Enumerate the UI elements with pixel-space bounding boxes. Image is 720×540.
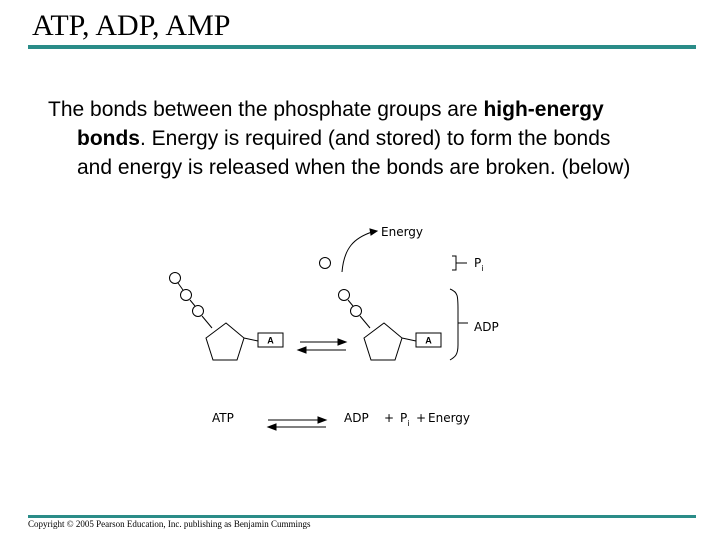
atp-adenine-label: A: [267, 335, 274, 346]
released-phosphate: [320, 258, 331, 269]
equation-plus-1: +: [384, 411, 395, 425]
atp-ribose-ring: [206, 323, 244, 360]
pi-label: $P_i$: [474, 256, 484, 273]
adp-label: ADP: [474, 320, 499, 334]
copyright-notice: Copyright © 2005 Pearson Education, Inc. publishing as Benjamin Cummings: [28, 519, 311, 529]
equation-atp: ATP: [212, 411, 234, 425]
body-rest: . Energy is required (and stored) to form the bonds and energy is released when the bonds are broken. (below): [77, 127, 631, 179]
equation-plus-2: +: [416, 411, 427, 425]
equation-arrows: [268, 417, 326, 430]
slide-title: ATP, ADP, AMP: [32, 9, 231, 42]
adp-bracket: [450, 289, 468, 360]
atp-phosphate-2: [181, 290, 192, 301]
reaction-arrows-top: [298, 339, 346, 353]
energy-release-arrow: [342, 229, 377, 272]
energy-label: Energy: [381, 225, 424, 239]
footer-divider: [28, 515, 696, 518]
equation-adp: ADP: [344, 411, 369, 425]
atp-phosphate-1: [170, 273, 181, 284]
adp-phosphate-2: [351, 306, 362, 317]
adp-phosphate-1: [339, 290, 350, 301]
pi-bracket: [452, 256, 467, 270]
adp-ribose-ring: [364, 323, 402, 360]
body-bold-term: high-energy bonds: [77, 98, 604, 150]
adp-adenine-label: A: [425, 335, 432, 346]
atp-phosphate-3: [193, 306, 204, 317]
body-intro: The bonds between the phosphate groups are: [48, 98, 484, 121]
atp-molecule: [170, 273, 284, 361]
equation-pi: $P_i$: [400, 411, 410, 428]
equation-energy: Energy: [428, 411, 471, 425]
